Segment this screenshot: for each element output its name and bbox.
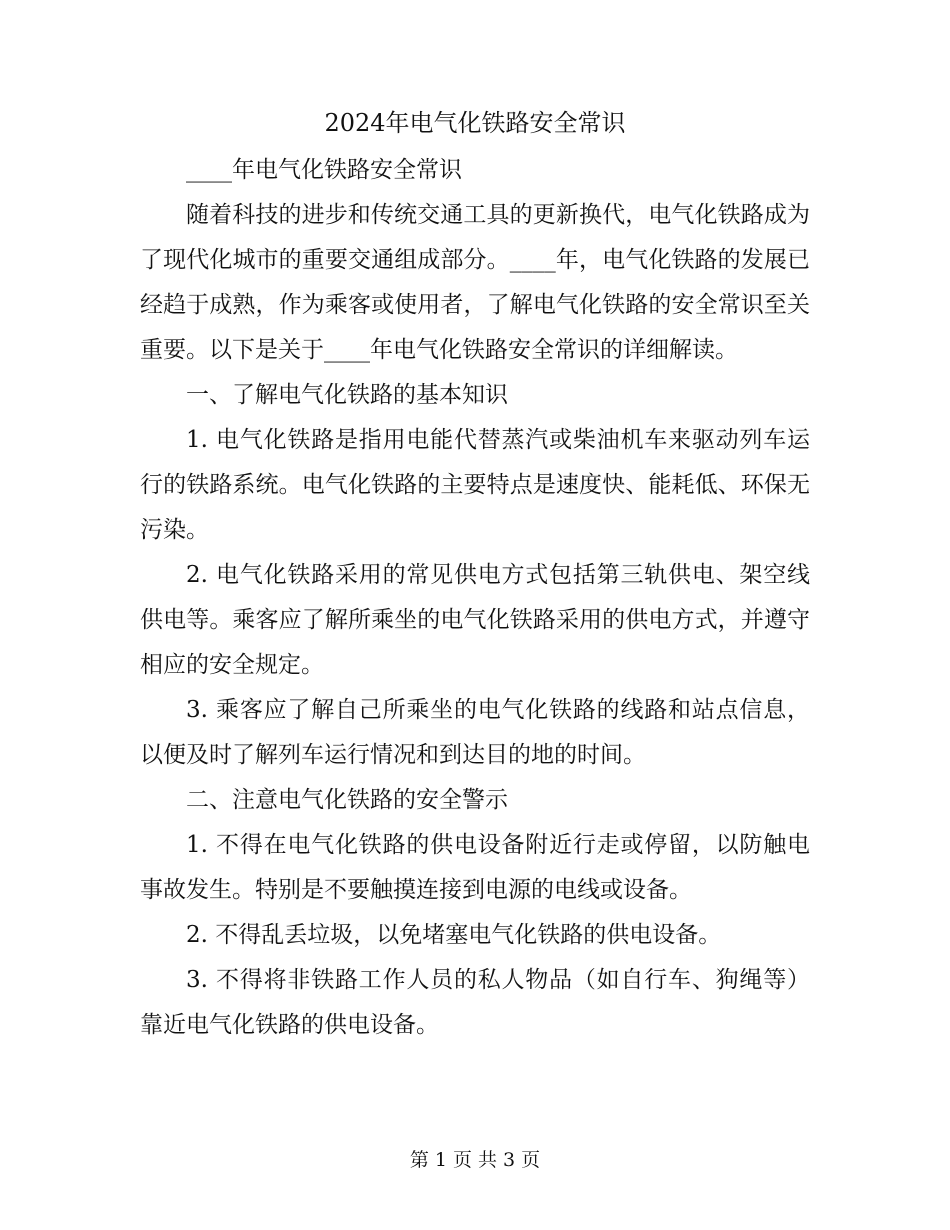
list-item: 3. 不得将非铁路工作人员的私人物品（如自行车、狗绳等）靠近电气化铁路的供电设备。 xyxy=(140,967,810,1038)
subtitle-paragraph: ____年电气化铁路安全常识 xyxy=(186,157,462,183)
document-title: 2024年电气化铁路安全常识 xyxy=(324,109,626,137)
section-heading-1: 一、了解电气化铁路的基本知识 xyxy=(186,382,508,408)
document-body xyxy=(140,148,810,1048)
list-item: 1. 电气化铁路是指用电能代替蒸汽或柴油机车来驱动列车运行的铁路系统。电气化铁路的主要特点是速度快、能耗低、环保无污染。 xyxy=(140,427,810,543)
section-heading-2: 二、注意电气化铁路的安全警示 xyxy=(186,787,508,813)
intro-paragraph: 随着科技的进步和传统交通工具的更新换代，电气化铁路成为了现代化城市的重要交通组成部分。____年，电气化铁路的发展已经趋于成熟，作为乘客或使用者，了解电气化铁路的安全常识至关重要。以下是关于____年电气化铁路安全常识的详细解读。 xyxy=(140,202,810,363)
list-item: 2. 电气化铁路采用的常见供电方式包括第三轨供电、架空线供电等。乘客应了解所乘坐的电气化铁路采用的供电方式，并遵守相应的安全规定。 xyxy=(140,562,810,678)
list-item: 2. 不得乱丢垃圾，以免堵塞电气化铁路的供电设备。 xyxy=(186,922,722,948)
list-item: 1. 不得在电气化铁路的供电设备附近行走或停留，以防触电事故发生。特别是不要触摸连接到电源的电线或设备。 xyxy=(140,832,810,903)
page-footer: 第 1 页 共 3 页 xyxy=(409,1149,541,1171)
list-item: 3. 乘客应了解自己所乘坐的电气化铁路的线路和站点信息，以便及时了解列车运行情况和到达目的地的时间。 xyxy=(140,697,810,768)
